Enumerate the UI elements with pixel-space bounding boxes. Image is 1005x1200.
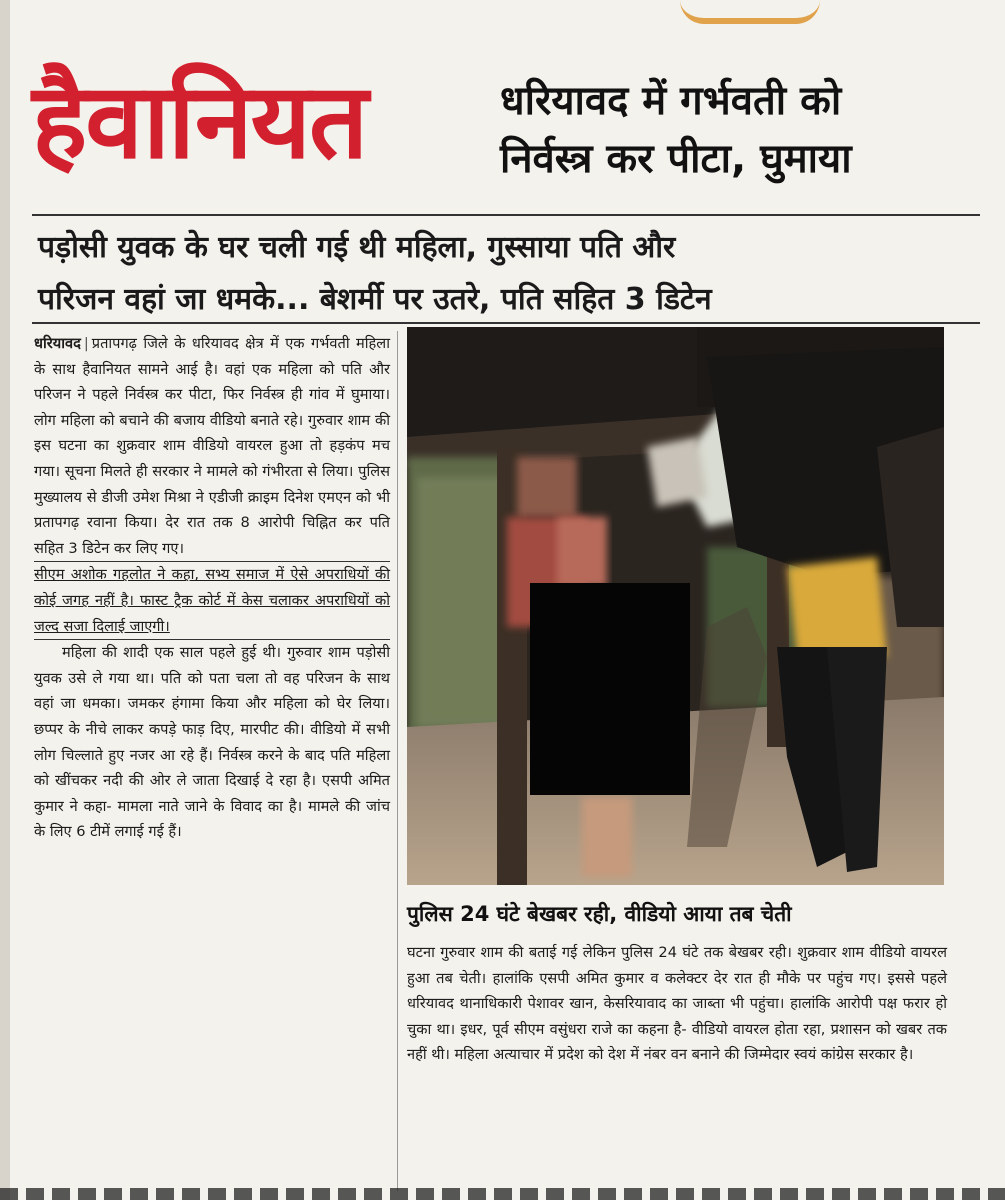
article-lead-paragraph	[34, 331, 390, 561]
column-divider	[397, 331, 398, 1191]
sidebar-story-body: घटना गुरुवार शाम की बताई गई लेकिन पुलिस 24 घंटे तक बेखबर रही। शुक्रवार शाम वीडियो वायरल हुआ तब चेती। हालांकि एसपी अमित कुमार व कलेक्टर देर रात ही मौके पर पहुंच गए। इससे पहले धरियावद थानाधिकारी पेशावर खान, केसरियावाद का जाब्ता भी पहुंचा। हालांकि आरोपी पक्ष फरार हो चुका था। इधर, पूर्व सीएम वसुंधरा राजे का कहना है- वीडियो वायरल होता रहा, प्रशासन को खबर तक नहीं थी। महिला अत्याचार में प्रदेश को देश में नंबर वन बनाने की जिम्मेदार स्वयं कांग्रेस सरकार है।	[407, 944, 947, 1064]
next-article-fragment	[0, 1188, 1005, 1200]
subhead-rule	[32, 322, 980, 324]
article-lead-text: प्रतापगढ़ जिले के धरियावद क्षेत्र में एक गर्भवती महिला के साथ हैवानियत सामने आई है। वहां एक महिला को पति और परिजन ने पहले निर्वस्त्र कर पीटा, फिर निर्वस्त्र ही गांव में घुमाया। लोग महिला को बचाने की बजाय वीडियो बनाते रहे। गुरुवार शाम की इस घटना का शुक्रवार शाम वीडियो वायरल हुआ तो हड़कंप मच गया। सूचना मिलते ही सरकार ने मामले को गंभीरता से लिया। पुलिस मुख्यालय से डीजी उमेश मिश्रा ने एडीजी क्राइम दिनेश एमएन को भी प्रतापगढ़ रवाना किया। देर रात तक 8 आरोपी चिह्नित कर पति सहित 3 डिटेन कर लिए गए।	[34, 335, 390, 557]
top-ornament	[680, 0, 820, 24]
news-photo	[407, 327, 944, 885]
page-edge-shadow	[0, 0, 10, 1200]
headline-line-2: निर्वस्त्र कर पीटा, घुमाया	[500, 136, 852, 182]
blurred-scene-illustration	[407, 327, 944, 885]
cm-quote-box	[34, 561, 390, 640]
cm-quote-text: सीएम अशोक गहलोत ने कहा, सभ्य समाज में ऐसे अपराधियों की कोई जगह नहीं है। फास्ट ट्रैक कोर्ट में केस चलाकर अपराधियों को जल्द सजा दिलाई जाएगी।	[34, 566, 390, 635]
banner-title: हैवानियत	[32, 60, 367, 182]
headline-line-1: धरियावद में गर्भवती को	[500, 78, 842, 124]
dateline: धरियावद	[34, 335, 81, 352]
subhead-line-1: पड़ोसी युवक के घर चली गई थी महिला, गुस्साया पति और	[38, 230, 676, 265]
article-paragraph-2: महिला की शादी एक साल पहले हुई थी। गुरुवार शाम पड़ोसी युवक उसे ले गया था। पति को पता चला तो वह परिजन के साथ वहां जा धमका। जमकर हंगामा किया और महिला को घेर लिया। छप्पर के नीचे लाकर कपड़े फाड़ दिए, मारपीट की। वीडियो में सभी लोग चिल्लाते हुए नजर आ रहे हैं। निर्वस्त्र करने के बाद पति महिला को खींचकर नदी की ओर ले जाता दिखाई दे रहा है। एसपी अमित कुमार ने कहा- मामला नाते जाने के विवाद का है। मामले की जांच के लिए 6 टीमें लगाई गई हैं।	[34, 644, 390, 841]
headline-rule	[32, 214, 980, 216]
sidebar-story-heading: पुलिस 24 घंटे बेखबर रही, वीडियो आया तब चेती	[407, 902, 792, 926]
headline	[500, 72, 980, 188]
subhead-line-2: परिजन वहां जा धमके... बेशर्मी पर उतरे, पति सहित 3 डिटेन	[38, 282, 712, 317]
censor-box	[530, 583, 690, 795]
sidebar-story-column	[407, 940, 947, 1068]
dateline-separator: |	[83, 335, 89, 352]
article-column	[34, 331, 390, 845]
subheadline	[38, 222, 988, 326]
